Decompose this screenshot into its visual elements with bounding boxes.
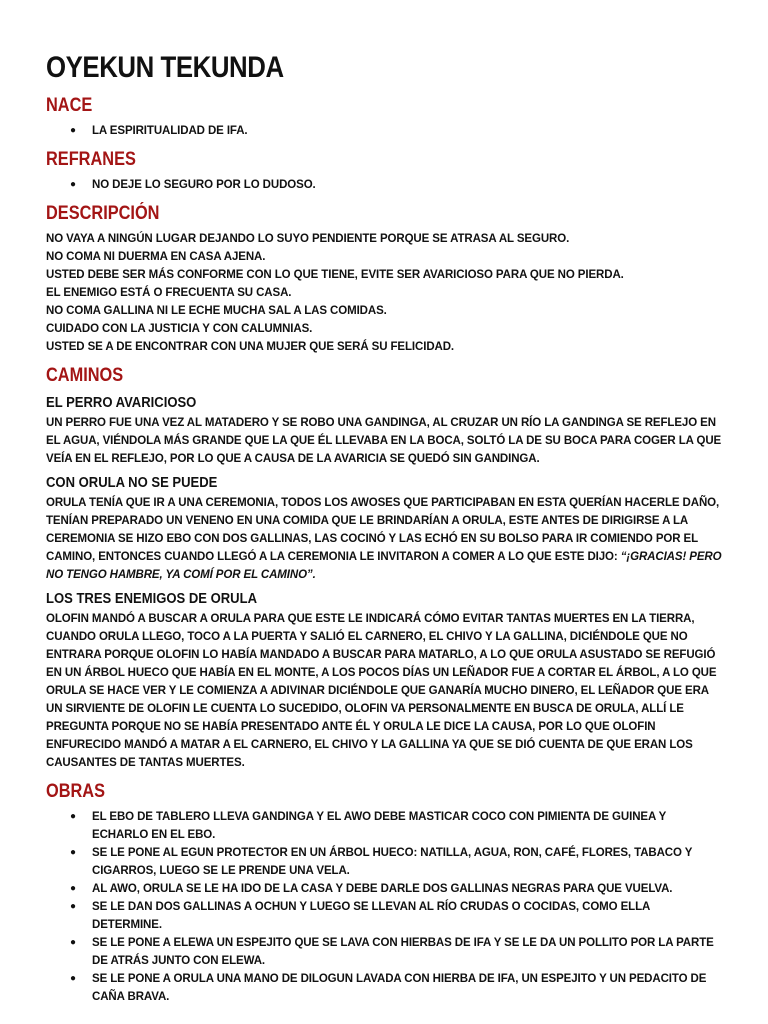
obras-list — [46, 808, 722, 1006]
story-text-con-orula: ORULA TENÍA QUE IR A UNA CEREMONIA, TODOS LOS AWOSES QUE PARTICIPABAN EN ESTA QUERÍAN HACERLE DAÑO, TENÍAN PREPARADO UN VENENO EN UNA COMIDA QUE LE BRINDARÍAN A ORULA, ESTE ANTES DE DIRIGIRSE A LA CEREMONIA SE HIZO EBO CON DOS GALLINAS, LAS COCINÓ Y LAS ECHÓ EN SU BOLSO PARA IR COMIENDO POR EL CAMINO, ENTONCES CUANDO LLEGÓ A LA CEREMONIA LE INVITARON A COMER A LO QUE ESTE DIJO: “¡GRACIAS! PERO NO TENGO HAMBRE, YA COMÍ POR EL CAMINO”. — [46, 497, 722, 581]
story-title-tres-enemigos: LOS TRES ENEMIGOS DE ORULA — [46, 591, 257, 607]
descripcion-text — [46, 230, 722, 356]
description-line: USTED SE A DE ENCONTRAR CON UNA MUJER QUE SERÁ SU FELICIDAD. — [46, 341, 455, 353]
bullet-icon: ● — [70, 883, 76, 894]
section-heading-descripcion: DESCRIPCIÓN — [46, 203, 160, 224]
description-line: NO VAYA A NINGÚN LUGAR DEJANDO LO SUYO PENDIENTE PORQUE SE ATRASA AL SEGURO. — [46, 233, 570, 245]
bullet-icon: ● — [70, 937, 76, 948]
list-item: ● SE LE DAN DOS GALLINAS A OCHUN Y LUEGO SE LLEVAN AL RÍO CRUDAS O COCIDAS, COMO ELLA DETERMINE. — [46, 898, 722, 934]
list-item: ● AL AWO, ORULA SE LE HA IDO DE LA CASA Y DEBE DARLE DOS GALLINAS NEGRAS PARA QUE VUELVA. — [46, 880, 722, 898]
document-title: OYEKUN TEKUNDA — [46, 51, 284, 84]
bullet-icon: ● — [70, 125, 76, 136]
story-title-con-orula: CON ORULA NO SE PUEDE — [46, 475, 218, 491]
list-item: ● SE LE PONE A ORULA UNA MANO DE DILOGUN LAVADA CON HIERBA DE IFA, UN ESPEJITO Y UN PEDACITO DE CAÑA BRAVA. — [46, 970, 722, 1006]
bullet-icon: ● — [70, 973, 76, 984]
list-item: ● LA ESPIRITUALIDAD DE IFA. — [46, 122, 722, 140]
list-item: ● NO DEJE LO SEGURO POR LO DUDOSO. — [46, 176, 722, 194]
refranes-list — [46, 176, 722, 194]
section-heading-nace: NACE — [46, 95, 93, 116]
list-item: ● EL EBO DE TABLERO LLEVA GANDINGA Y EL AWO DEBE MASTICAR COCO CON PIMIENTA DE GUINEA Y ECHARLO EN EL EBO. — [46, 808, 722, 844]
list-item: ● SE LE PONE AL EGUN PROTECTOR EN UN ÁRBOL HUECO: NATILLA, AGUA, RON, CAFÉ, FLORES, TABACO Y CIGARROS, LUEGO SE LE PRENDE UNA VELA. — [46, 844, 722, 880]
description-line: CUIDADO CON LA JUSTICIA Y CON CALUMNIAS. — [46, 323, 313, 335]
bullet-icon: ● — [70, 847, 76, 858]
story-title-perro-avaricioso: EL PERRO AVARICIOSO — [46, 395, 197, 411]
section-heading-refranes: REFRANES — [46, 149, 136, 170]
list-item: ● SE LE PONE A ELEWA UN ESPEJITO QUE SE LAVA CON HIERBAS DE IFA Y SE LE DA UN POLLITO POR LA PARTE DE ATRÁS JUNTO CON ELEWA. — [46, 934, 722, 970]
description-line: EL ENEMIGO ESTÁ O FRECUENTA SU CASA. — [46, 287, 292, 299]
story-text-tres-enemigos: OLOFIN MANDÓ A BUSCAR A ORULA PARA QUE ESTE LE INDICARÁ CÓMO EVITAR TANTAS MUERTES EN LA TIERRA, CUANDO ORULA LLEGO, TOCO A LA PUERTA Y SALIÓ EL CARNERO, EL CHIVO Y LA GALLINA, DICIÉNDOLE QUE NO ENTRARA PORQUE OLOFIN LO HABÍA MANDADO A BUSCAR PARA MATARLO, A LO QUE ORULA ASUSTADO SE REFUGIÓ EN UN ÁRBOL HUECO QUE HABÍA EN EL MONTE, A LOS POCOS DÍAS UN LEÑADOR FUE A CORTAR EL ÁRBOL, A LO QUE ORULA SE HACE VER Y LE COMIENZA A ADIVINAR DICIÉNDOLE QUE GANARÍA MUCHO DINERO, EL LEÑADOR QUE ERA UN SIRVIENTE DE OLOFIN LE CUENTA LO SUCEDIDO, OLOFIN VA PERSONALMENTE EN BUSCA DE ORULA, ALLÍ LE PREGUNTA PORQUE NO SE HABÍA PRESENTADO ANTE ÉL Y ORULA LE DICE LA CAUSA, POR LO QUE OLOFIN ENFURECIDO MANDÓ A MATAR A EL CARNERO, EL CHIVO Y LA GALLINA YA QUE SE DIÓ CUENTA DE QUE ERAN LOS CAUSANTES DE TANTAS MUERTES. — [46, 613, 717, 769]
story-text-perro-avaricioso: UN PERRO FUE UNA VEZ AL MATADERO Y SE ROBO UNA GANDINGA, AL CRUZAR UN RÍO LA GANDINGA SE REFLEJO EN EL AGUA, VIÉNDOLA MÁS GRANDE QUE LA QUE ÉL LLEVABA EN LA BOCA, SOLTÓ LA DE SU BOCA PARA COGER LA QUE VEÍA EN EL REFLEJO, POR LO QUE A CAUSA DE LA AVARICIA SE QUEDÓ SIN GANDINGA. — [46, 417, 722, 465]
section-heading-caminos: CAMINOS — [46, 365, 124, 386]
description-line: USTED DEBE SER MÁS CONFORME CON LO QUE TIENE, EVITE SER AVARICIOSO PARA QUE NO PIERDA. — [46, 269, 624, 281]
description-line: NO COMA GALLINA NI LE ECHE MUCHA SAL A LAS COMIDAS. — [46, 305, 387, 317]
description-line: NO COMA NI DUERMA EN CASA AJENA. — [46, 251, 266, 263]
nace-list — [46, 122, 722, 140]
bullet-icon: ● — [70, 901, 76, 912]
bullet-icon: ● — [70, 179, 76, 190]
story-quote: “¡GRACIAS! PERO NO TENGO HAMBRE, YA COMÍ POR EL CAMINO”. — [46, 551, 722, 581]
bullet-icon: ● — [70, 811, 76, 822]
section-heading-obras: OBRAS — [46, 781, 106, 802]
